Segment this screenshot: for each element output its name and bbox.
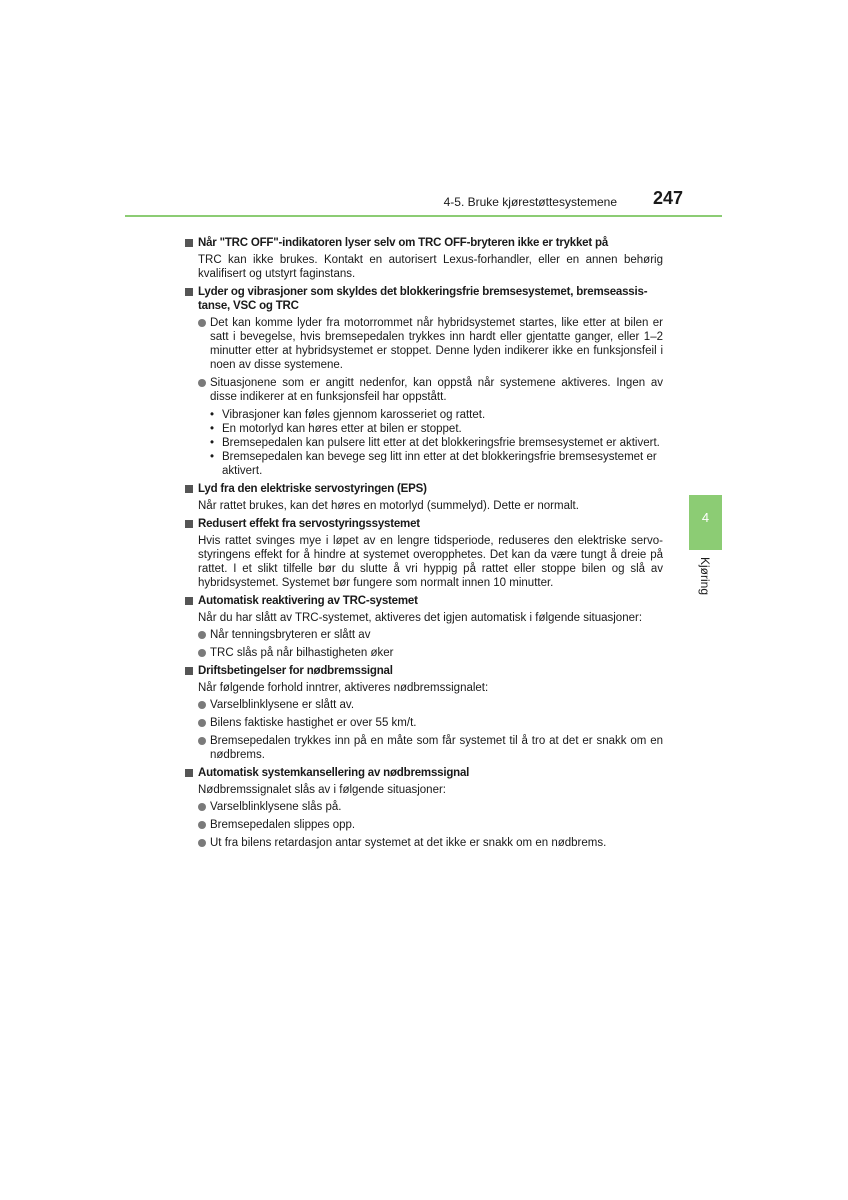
section-heading: Automatisk systemkansellering av nødbremssignal (198, 767, 470, 779)
round-bullet-icon (198, 821, 206, 829)
sub-list-item: • Bremsepedalen kan bevege seg litt inn etter at det blokkeringsfrie bremsesystemet er aktivert. (210, 451, 657, 477)
square-bullet-icon (185, 520, 193, 528)
square-bullet-icon (185, 485, 193, 493)
section-paragraph: Når rattet brukes, kan det høres en motorlyd (summelyd). Dette er normalt. (198, 500, 579, 512)
round-bullet-icon (198, 319, 206, 327)
square-bullet-icon (185, 769, 193, 777)
section-paragraph: Når følgende forhold inntrer, aktiveres nødbremssignalet: (198, 682, 489, 694)
round-bullet-icon (198, 803, 206, 811)
section-trc-reactivation (183, 594, 663, 660)
list-item: Situasjonene som er angitt nedenfor, kan oppstå når systemene aktiveres. Ingen av disse indikerer at en funksjonsfeil har oppstått. (198, 376, 663, 404)
section-title: 4-5. Bruke kjørestøttesystemene (443, 195, 617, 209)
section-heading: Driftsbetingelser for nødbremssignal (198, 665, 393, 677)
section-emergency-brake-signal (183, 664, 663, 762)
section-heading: Redusert effekt fra servostyringssystemet (198, 518, 420, 530)
round-bullet-icon (198, 737, 206, 745)
section-heading: Når "TRC OFF"-indikatoren lyser selv om TRC OFF-bryteren ikke er trykket på (198, 237, 609, 249)
running-header (400, 188, 683, 214)
section-reduced-power-steering (183, 517, 663, 590)
list-item: Når tenningsbryteren er slått av (198, 628, 663, 642)
square-bullet-icon (185, 239, 193, 247)
list-item: Det kan komme lyder fra motorrommet når hybridsystemet startes, like etter at bilen er satt i bevegelse, hvis bremsepedalen trykkes inn hardt eller gjentatte ganger, eller 1–2 minutter etter at hybridsystemet er stoppet. Denne lyden indikerer ikke en funksjonsfeil i noen av disse systemene. (198, 316, 663, 372)
section-heading: Lyd fra den elektriske servostyringen (EPS) (198, 483, 427, 495)
chapter-tab (689, 495, 722, 550)
round-bullet-icon (198, 379, 206, 387)
section-abs-sounds (183, 285, 663, 478)
list-item: Varselblinklysene slås på. (198, 800, 663, 814)
chapter-label: Kjøring (698, 556, 712, 596)
section-paragraph: Nødbremssignalet slås av i følgende situasjoner: (198, 784, 447, 796)
square-bullet-icon (185, 667, 193, 675)
sub-list-item: • Bremsepedalen kan pulsere litt etter at det blokkeringsfrie bremsesystemet er aktivert. (210, 437, 660, 449)
square-bullet-icon (185, 288, 193, 296)
section-paragraph: TRC kan ikke brukes. Kontakt en autorisert Lexus-forhandler, eller en annen behørig kvalifisert og utstyrt faginstans. (198, 254, 663, 280)
page-number: 247 (652, 188, 683, 208)
list-item: TRC slås på når bilhastigheten øker (198, 646, 663, 660)
section-paragraph: Når du har slått av TRC-systemet, aktiveres det igjen automatisk i følgende situasjoner: (198, 612, 643, 624)
square-bullet-icon (185, 597, 193, 605)
round-bullet-icon (198, 719, 206, 727)
list-item: Bremsepedalen slippes opp. (198, 818, 663, 832)
section-heading: Automatisk reaktivering av TRC-systemet (198, 595, 418, 607)
sub-list (198, 408, 663, 478)
list-item: Varselblinklysene er slått av. (198, 698, 663, 712)
section-eps-sound (183, 482, 663, 513)
list-item: Bilens faktiske hastighet er over 55 km/t. (198, 716, 663, 730)
round-bullet-icon (198, 701, 206, 709)
round-bullet-icon (198, 631, 206, 639)
section-heading: Lyder og vibrasjoner som skyldes det blokkeringsfrie bremsesystemet, bremseassis-tanse, VSC og TRC (198, 286, 648, 312)
sub-list-item: • En motorlyd kan høres etter at bilen er stoppet. (210, 423, 462, 435)
section-paragraph: Hvis rattet svinges mye i løpet av en lengre tidsperiode, reduseres den elektriske servo-styringens effekt for å hindre at systemet overopphetes. Det kan da være tungt å dreie på rattet. I et slikt tilfelle bør du slutte å vri hyppig på rattet eller stoppe bilen og slå av hybridsystemet. Systemet bør fungere som normalt innen 10 minutter. (198, 535, 663, 589)
page-content (183, 236, 663, 854)
round-bullet-icon (198, 839, 206, 847)
round-bullet-icon (198, 649, 206, 657)
sub-list-item: • Vibrasjoner kan føles gjennom karosseriet og rattet. (210, 409, 486, 421)
chapter-number: 4 (701, 510, 710, 525)
section-trc-indicator (183, 236, 663, 281)
list-item: Ut fra bilens retardasjon antar systemet at det ikke er snakk om en nødbrems. (198, 836, 663, 850)
list-item: Bremsepedalen trykkes inn på en måte som får systemet til å tro at det er snakk om en nødbrems. (198, 734, 663, 762)
header-rule (125, 215, 722, 217)
section-emergency-brake-cancel (183, 766, 663, 850)
